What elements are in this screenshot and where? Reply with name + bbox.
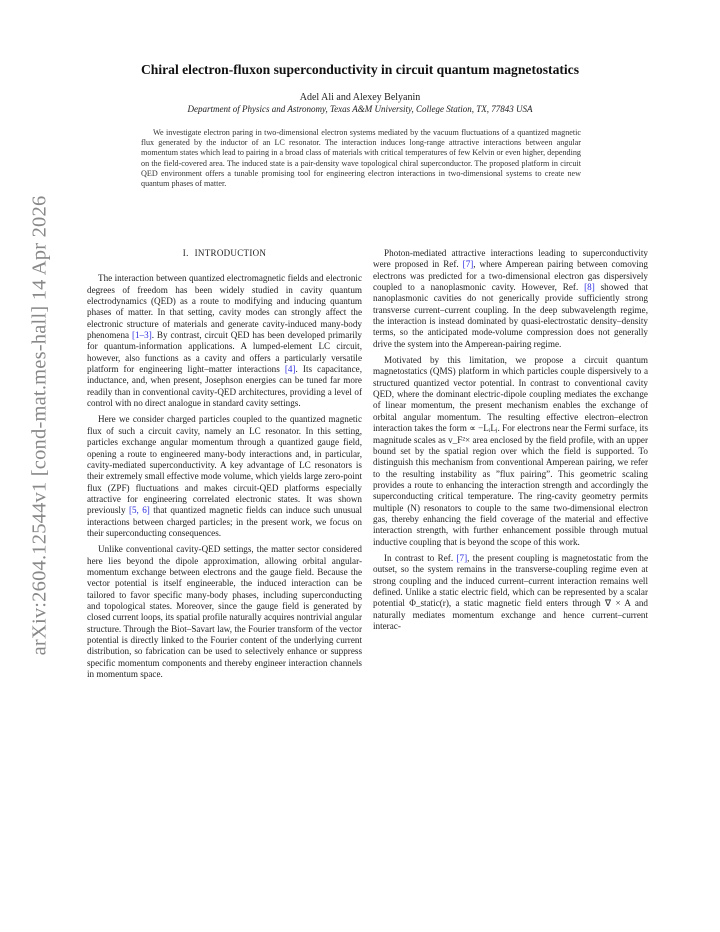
paper-affiliation: Department of Physics and Astronomy, Texas A&M University, College Station, TX, 77843 USA [187, 104, 533, 114]
citation-link[interactable]: [7] [456, 552, 468, 563]
paragraph-5 [373, 355, 648, 548]
citation-link[interactable]: [7] [462, 259, 474, 270]
paragraph-text: . By contrast, circuit QED has been developed primarily for quantum-information applications. A lumped-element LC circuit, however, also functions as a cavity and offers a particularly versatile platform for engineering light–matter interactions [87, 330, 362, 375]
citation-link[interactable]: [4] [284, 364, 296, 375]
paragraph-3 [87, 544, 362, 680]
section-title: INTRODUCTION [194, 248, 267, 258]
paragraph-6 [373, 553, 648, 632]
citation-link[interactable]: [8] [584, 282, 595, 293]
paragraph-text: In contrast to Ref. [384, 552, 457, 563]
paper-authors: Adel Ali and Alexey Belyanin [299, 92, 421, 103]
citation-link[interactable]: [5, 6] [128, 505, 150, 516]
paragraph-text: Unlike conventional cavity-QED settings, the matter sector considered here lies beyond the dipole approximation, allowing orbital angular-momentum exchange between electrons and the gauge field. Because the vector potential is itself engineerable, the induced interaction can be tailored to favor specific many-body phases, including superconducting and topological states. Moreover, since the gauge field is generated by closed current loops, its spatial profile naturally acquires nontrivial angular structure. Through the Biot–Savart law, the Fourier transform of the vector potential is directly linked to the Fourier content of the underlying current distribution, so fabrication can be used to selectively enhance or suppress specific momentum components and thereby engineer interaction channels in momentum space. [87, 544, 362, 680]
paragraph-2 [87, 414, 362, 539]
arxiv-id: arXiv:2604.12544v1 [cond-mat.mes-hall] 14 Apr 2026 [28, 195, 51, 655]
paragraph-text: that quantized magnetic fields can induce such unusual interactions between charged particles; in the present work, we focus on their superconducting consequences. [87, 505, 363, 538]
paragraph-1 [87, 273, 362, 409]
paragraph-text: Motivated by this limitation, we propose a circuit quantum magnetostatics (QMS) platform in which particles couple dispersively to a structured quantized vector potential. In contrast to conventional cavity QED, where the dominant electric-dipole coupling mediates the exchange of linear momentum, the present mechanism enables the exchange of orbital angular momentum. The resulting effective electron–electron interaction takes the form ∝ −LᵢLⱼ. For electrons near the Fermi surface, its magnitude scales as v_F²× area enclosed by the field profile, with an upper bound set by the spatial region over which the field is supported. To distinguish this mechanism from conventional Amperean pairing, we refer to the resulting instability as ”flux pairing”. This geometric scaling provides a route to enhancing the interaction strength and accordingly the superconducting critical temperature. The ring-cavity geometry permits multiple (N) resonators to couple to the same two-dimensional electron gas, thereby enhancing the field coverage of the material and effective interaction strength, with further enhancement possible through mutual inductive coupling that is beyond the scope of this work. [373, 355, 648, 547]
section-heading [87, 248, 362, 259]
abstract-text: We investigate electron paring in two-dimensional electron systems mediated by the vacuum fluctuations of a quantized magnetic flux generated by the inductor of an LC resonator. The interaction induces long-range attractive interactions between angular momentum states which lead to pairing in a broad class of materials with critical temperatures of few Kelvin or even higher, depending on the field-covered area. The induced state is a pair-density wave topological chiral superconductor. The proposed platform in circuit QED environment offers a tunable promising tool for engineering electron interactions in two-dimensional systems to create new quantum phases of matter. [141, 128, 581, 189]
paragraph-text: , where Amperean pairing between comoving electrons was predicted for a two-dimensional electron gas dispersively coupled to a nanoplasmonic cavity. However, Ref. [373, 259, 648, 293]
paragraph-text: Photon-mediated attractive interactions leading to superconductivity were proposed in Ref. [373, 248, 648, 270]
left-column [87, 248, 362, 685]
paper-title: Chiral electron-fluxon superconductivity in circuit quantum magnetostatics [140, 62, 580, 77]
arxiv-sidebar-stamp [22, 195, 58, 655]
right-column [373, 248, 648, 637]
paragraph-text: Here we consider charged particles coupled to the quantized magnetic flux of such a circuit cavity, namely an LC resonator. In this setting, particles exchange angular momentum through a quantized gauge field, opening a route to engineered many-body interactions and, in particular, cavity-mediated superconductivity. A key advantage of LC resonators is their extremely small effective mode volume, which yields large zero-point flux (ZPF) fluctuations and makes circuit-QED platforms especially attractive for engineering correlated electronic states. It was shown previously [87, 414, 362, 516]
paragraph-text: , the present coupling is magnetostatic from the outset, so the system remains in the transverse-coupling regime even at strong coupling and the induced current–current interaction remains well defined. Unlike a static electric field, which can be represented by a scalar potential Φ_static(r), a static magnetic field enters through ∇ × A and naturally mediates momentum exchange and hence current–current interac- [373, 552, 648, 631]
paragraph-4 [373, 248, 648, 350]
paragraph-text: The interaction between quantized electromagnetic fields and electronic degrees of freedom has been widely studied in cavity quantum electrodynamics (QED) as a route to modifying and inducing quantum phases of matter. In that setting, cavity modes can strongly affect the electronic structure of materials and generate cavity-induced many-body phenomena [87, 273, 362, 341]
section-number: I. [182, 248, 189, 258]
paragraph-text: . Its capacitance, inductance, and, when present, Josephson energies can be tuned far more readily than in conventional cavity-QED architectures, providing a level of control with no direct analogue in standard cavity settings. [87, 364, 362, 409]
paragraph-text: showed that nanoplasmonic cavities do not generically provide sufficiently strong transverse current–current coupling. In the deep subwavelength regime, the interaction is instead dominated by quasi-electrostatic density–density terms, so the anticipated mode-volume compression does not generally drive the system into the Amperean-pairing regime. [373, 282, 649, 349]
citation-link[interactable]: [1–3] [131, 330, 152, 341]
abstract [141, 128, 581, 189]
